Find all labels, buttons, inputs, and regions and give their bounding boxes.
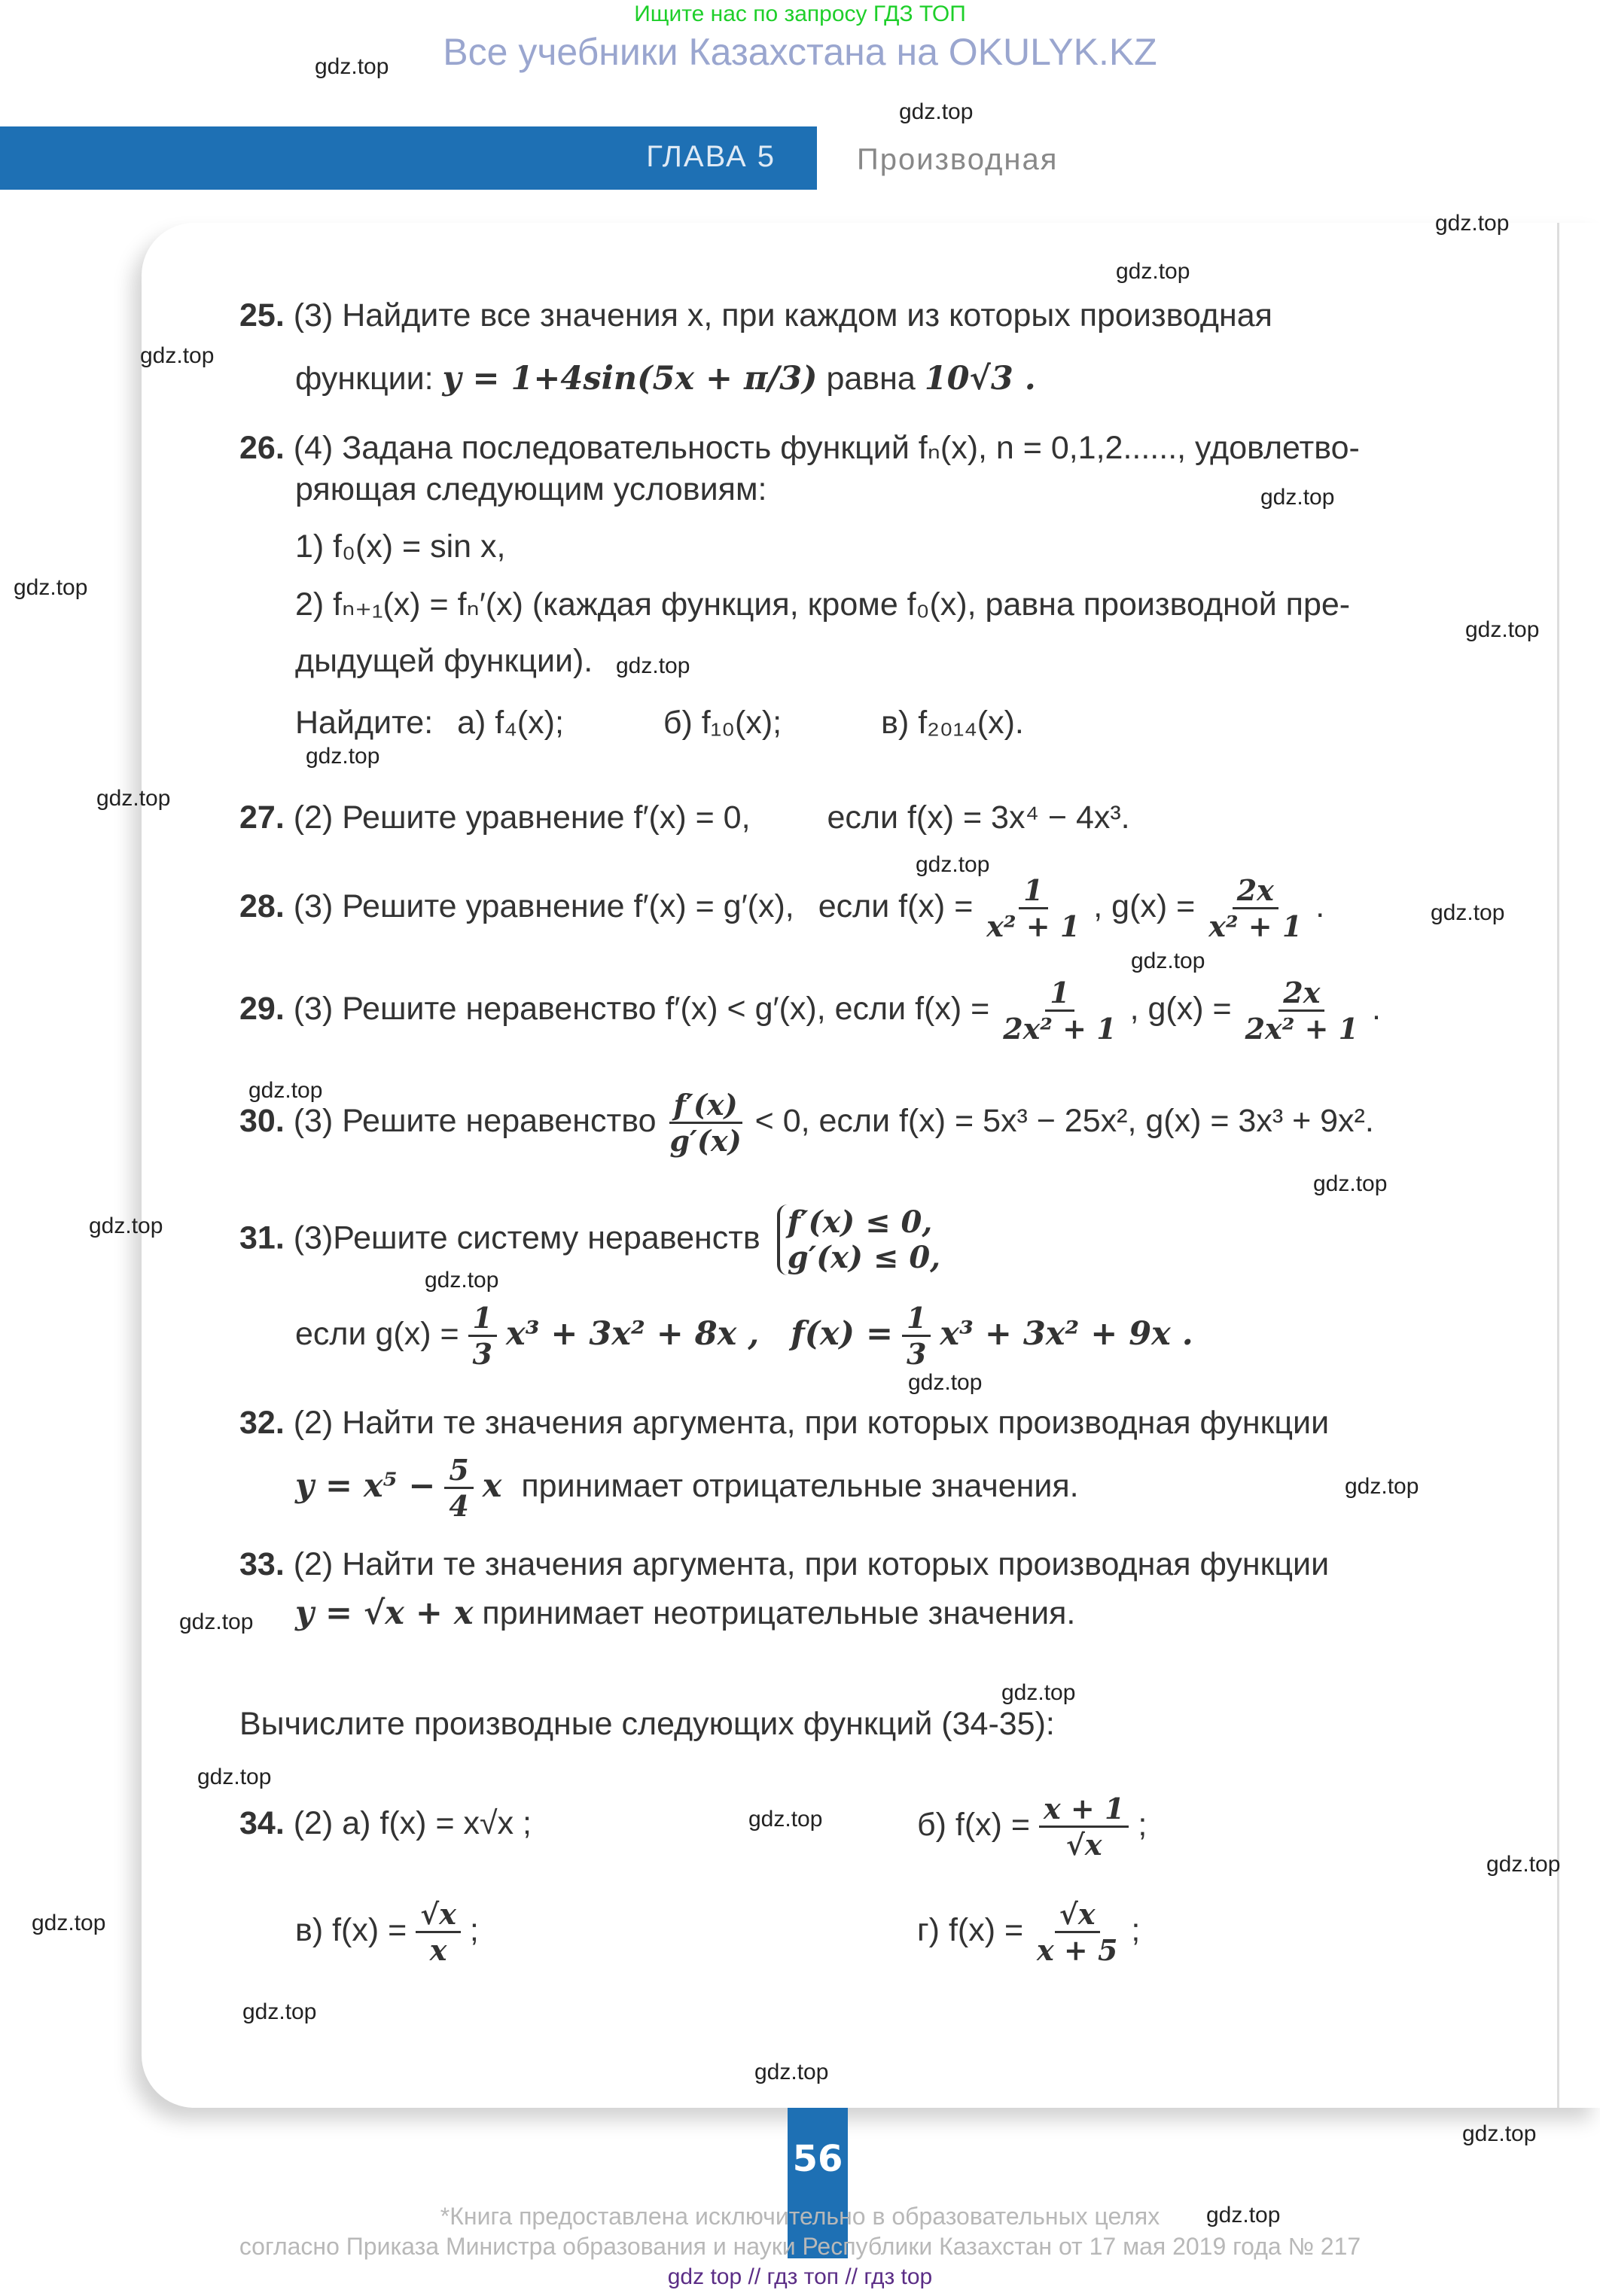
task-34-v (295, 1897, 479, 1967)
task-34-b (917, 1792, 1147, 1862)
task-29-f-num: 1 (1045, 976, 1074, 1012)
watermark: gdz.top (616, 653, 690, 678)
watermark: gdz.top (1465, 617, 1540, 642)
task-29-g-label: , g(x) = (1129, 990, 1232, 1027)
watermark: gdz.top (32, 1911, 106, 1935)
watermark: gdz.top (748, 1807, 823, 1832)
watermark: gdz.top (1116, 259, 1190, 284)
task-25-value: 10√3 . (924, 360, 1036, 397)
watermark: gdz.top (197, 1765, 272, 1789)
task-34-b-den: √x (1065, 1828, 1102, 1862)
task-29 (239, 976, 1381, 1046)
task-26-number: 26. (239, 430, 285, 466)
watermark: gdz.top (1131, 949, 1205, 973)
task-26-cond3: дыдущей функции). (295, 643, 593, 679)
watermark: gdz.top (899, 99, 974, 124)
task-31-f-label: f(x) = (791, 1314, 894, 1353)
task-34-a (239, 1805, 532, 1842)
watermark: gdz.top (908, 1370, 983, 1395)
task-26-find-label: Найдите: (295, 705, 434, 741)
task-31-text: (3)Решите систему неравенств (293, 1220, 760, 1256)
task-28-text: (3) Решите уравнение f′(x) = g′(x), (293, 888, 794, 924)
task-25-equals-label: равна (826, 361, 916, 397)
task-34-b-fraction (1039, 1792, 1129, 1862)
task-34-a-formula: (2) а) f(x) = x√x ; (293, 1805, 532, 1841)
task-28-f-label: если f(x) = (818, 888, 974, 924)
task-31-line1 (239, 1204, 940, 1275)
task-34-g-fraction (1032, 1897, 1122, 1967)
task-28-number: 28. (239, 888, 285, 924)
task-25-func-label: функции: (295, 361, 434, 397)
task-30-den: g′(x) (669, 1124, 742, 1158)
task-30 (239, 1088, 1374, 1158)
task-34-g-label: г) f(x) = (917, 1911, 1024, 1948)
task-28-end: . (1315, 888, 1325, 924)
watermark: gdz.top (242, 1999, 317, 2024)
card-divider (1557, 223, 1559, 2108)
footer-links[interactable]: gdz top // гдз топ // гдз top (667, 2264, 933, 2289)
watermark: gdz.top (248, 1078, 323, 1103)
task-34-v-fraction (416, 1897, 461, 1967)
promo-text: Ищите нас по запросу ГДЗ ТОП (634, 2, 966, 26)
page-number: 56 (792, 2138, 843, 2180)
watermark: gdz.top (1345, 1474, 1419, 1499)
watermark: gdz.top (89, 1213, 163, 1238)
task-32-text: (2) Найти те значения аргумента, при которых производная функции (293, 1405, 1330, 1441)
site-banner[interactable]: Все учебники Казахстана на OKULYK.KZ (443, 31, 1157, 73)
footer-line1: *Книга предоставлена исключительно в образовательных целях (440, 2203, 1160, 2230)
task-29-g-den: 2x² + 1 (1245, 1012, 1359, 1046)
task-27 (239, 799, 1130, 836)
task-34-number: 34. (239, 1805, 285, 1841)
task-30-num: f′(x) (669, 1088, 742, 1124)
watermark: gdz.top (315, 54, 389, 79)
task-25-formula: y = 1+4sin(5x + π/3) (442, 360, 818, 397)
task-28-g-den: x² + 1 (1208, 909, 1303, 943)
task-32-fraction (444, 1453, 473, 1523)
task-26-c: в) f₂₀₁₄(x). (881, 705, 1024, 741)
section-heading: Вычислите производные следующих функций (34-35): (239, 1706, 1055, 1742)
task-33-formula: y = √x + x (295, 1594, 474, 1632)
task-26-cond2: 2) fₙ₊₁(x) = fₙ′(x) (каждая функция, кроме f₀(x), равна производной пре- (295, 586, 1351, 623)
task-28-g-label: , g(x) = (1093, 888, 1196, 924)
task-29-f-den: 2x² + 1 (1003, 1012, 1117, 1046)
task-33-number: 33. (239, 1546, 285, 1582)
watermark: gdz.top (916, 852, 990, 877)
watermark: gdz.top (1435, 211, 1510, 236)
task-31-g-label: если g(x) = (295, 1315, 459, 1352)
task-31-g-den: 3 (472, 1337, 492, 1371)
task-26-find (295, 705, 1024, 741)
task-25-line2 (295, 360, 1036, 397)
watermark: gdz.top (179, 1609, 254, 1634)
task-30-condition: < 0, если f(x) = 5x³ − 25x², g(x) = 3x³ + 9x². (754, 1102, 1374, 1139)
task-30-fraction (665, 1088, 745, 1158)
task-28-g-num: 2x (1233, 873, 1278, 909)
task-28 (239, 873, 1324, 943)
watermark: gdz.top (96, 786, 171, 811)
task-33-text2: принимает неотрицательные значения. (482, 1595, 1076, 1631)
task-29-g-fraction (1241, 976, 1363, 1046)
task-31-g-num: 1 (468, 1301, 497, 1337)
watermark: gdz.top (1313, 1171, 1388, 1196)
task-26-a: а) f₄(x); (457, 705, 564, 741)
watermark: gdz.top (1206, 2203, 1281, 2227)
task-29-number: 29. (239, 990, 285, 1027)
watermark: gdz.top (140, 343, 215, 368)
task-31-f-rest: x³ + 3x² + 9x . (940, 1314, 1193, 1353)
task-28-g-fraction (1204, 873, 1306, 943)
task-31-line2 (295, 1301, 1193, 1371)
task-25-line1 (239, 297, 1272, 334)
task-28-f-fraction (982, 873, 1084, 943)
chapter-title: Производная (857, 143, 1059, 176)
task-34-g-den: x + 5 (1037, 1933, 1118, 1967)
task-31-g-rest: x³ + 3x² + 8x , (505, 1314, 760, 1353)
task-26-text: (4) Задана последовательность функций fₙ(x), n = 0,1,2......, удовлетво- (293, 430, 1360, 466)
task-34-v-semi: ; (469, 1911, 479, 1948)
footer-line2: согласно Приказа Министра образования и науки Республики Казахстан от 17 мая 2019 года № 217 (239, 2233, 1361, 2260)
task-34-g (917, 1897, 1140, 1967)
watermark: gdz.top (306, 744, 380, 769)
task-27-number: 27. (239, 799, 285, 836)
task-29-f-fraction (998, 976, 1120, 1046)
task-30-text: (3) Решите неравенство (293, 1102, 657, 1139)
task-32-number: 32. (239, 1405, 285, 1441)
task-34-v-den: x (429, 1933, 447, 1967)
task-32-formula: y = x⁵ − (295, 1466, 436, 1505)
task-31-ineq1: f′(x) ≤ 0, (787, 1204, 933, 1240)
task-34-b-num: x + 1 (1039, 1792, 1129, 1828)
task-31-f-den: 3 (906, 1337, 927, 1371)
task-31-ineq2: g′(x) ≤ 0, (787, 1240, 941, 1275)
task-26-b: б) f₁₀(x); (663, 705, 782, 741)
task-33-text: (2) Найти те значения аргумента, при которых производная функции (293, 1546, 1330, 1582)
task-25-text: (3) Найдите все значения x, при каждом из которых производная (293, 297, 1272, 333)
task-32-den: 4 (449, 1489, 469, 1523)
task-29-end: . (1372, 990, 1381, 1027)
watermark: gdz.top (1001, 1680, 1076, 1705)
task-34-v-label: в) f(x) = (295, 1911, 407, 1948)
task-31-number: 31. (239, 1220, 285, 1256)
task-34-g-semi: ; (1131, 1911, 1141, 1948)
task-27-text: (2) Решите уравнение f′(x) = 0, (293, 799, 751, 836)
task-26-line1 (239, 429, 1360, 467)
task-32-num: 5 (444, 1453, 473, 1489)
chapter-label: ГЛАВА 5 (646, 140, 776, 173)
task-25-number: 25. (239, 297, 285, 333)
task-31-g-fraction (468, 1301, 497, 1371)
task-28-f-num: 1 (1019, 873, 1047, 909)
task-30-number: 30. (239, 1102, 285, 1139)
task-33-line2 (295, 1594, 1075, 1632)
task-33-line1 (239, 1546, 1329, 1583)
task-26-line2: ряющая следующим условиям: (295, 471, 767, 507)
watermark: gdz.top (1486, 1852, 1561, 1877)
task-29-text: (3) Решите неравенство f′(x) < g′(x), если f(x) = (293, 990, 990, 1027)
chapter-bar (0, 126, 817, 190)
task-34-v-num: √x (416, 1897, 461, 1933)
task-31-f-fraction (902, 1301, 931, 1371)
task-31-system (777, 1204, 940, 1275)
task-26-cond1: 1) f₀(x) = sin x, (295, 528, 506, 565)
watermark: gdz.top (1462, 2121, 1537, 2146)
task-34-b-label: б) f(x) = (917, 1806, 1031, 1843)
task-29-g-num: 2x (1278, 976, 1324, 1012)
watermark: gdz.top (14, 575, 88, 600)
task-27-condition: если f(x) = 3x⁴ − 4x³. (827, 799, 1130, 836)
task-32-x: x (482, 1466, 502, 1505)
watermark: gdz.top (754, 2060, 829, 2084)
task-32-line2 (295, 1453, 1079, 1523)
watermark: gdz.top (425, 1268, 499, 1293)
watermark: gdz.top (1431, 900, 1505, 925)
task-34-g-num: √x (1055, 1897, 1100, 1933)
task-34-b-semi: ; (1138, 1806, 1147, 1843)
task-31-f-num: 1 (902, 1301, 931, 1337)
watermark: gdz.top (1260, 485, 1335, 510)
task-32-text2: принимает отрицательные значения. (521, 1467, 1079, 1504)
task-32-line1 (239, 1405, 1329, 1442)
task-28-f-den: x² + 1 (986, 909, 1080, 943)
